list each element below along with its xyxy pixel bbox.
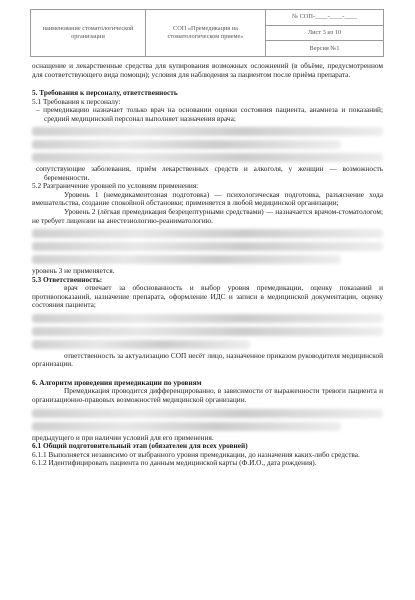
blurred-text: [32, 229, 383, 238]
section-5-heading: 5. Требования к персоналу, ответственность: [32, 88, 178, 98]
header-meta: [266, 10, 383, 56]
section-6-intro-tail: предыдущего и при наличии условий для его применения.: [32, 432, 214, 442]
blurred-text: [32, 153, 383, 162]
blurred-text: [32, 255, 341, 264]
section-5-3-item3: ответственность за актуализацию СОП несёт лицо, назначенное приказом руководителя медицинской организации.: [32, 350, 383, 369]
section-6-heading: 6. Алгоритм проведения премедикации по уровням: [32, 377, 202, 387]
section-5-2-level3: уровень 3 не применяется.: [32, 266, 115, 276]
section-5-1-heading: 5.1 Требования к персоналу:: [32, 96, 121, 106]
blurred-text: [32, 127, 383, 136]
section-5-1-item-tail: сопутствующие заболевания, приём лекарственных средств и алкоголя, у женщин — возможность беременности.: [36, 164, 383, 182]
document-body: [32, 62, 383, 468]
blurred-text: [32, 314, 383, 323]
section-6-1-2: 6.1.2 Идентифицировать пациента по данным медицинской карты (Ф.И.О., дата рождения).: [32, 458, 317, 468]
header-sop-title: СОП «Премедикация на стоматологическом приеме»: [146, 10, 266, 56]
header-sop-number: № СОП-____-____-____: [266, 10, 383, 26]
section-6-intro: Премедикация проводится дифференцированно, в зависимости от выраженности тревоги пациента и организационно-правовых возможностей медицинской организации.: [32, 386, 383, 405]
blurred-text: [32, 340, 250, 349]
header-sheet: Лист 3 из 10: [266, 26, 383, 42]
blurred-text: [32, 327, 383, 336]
section-5-2-level1: Уровень 1 (немедикаментозная подготовка) — психологическая подготовка, разъяснение хода вмешательства, создание спокойной обстановки; применяется в любой медицинской организации;: [32, 189, 383, 208]
blurred-text: [32, 140, 341, 149]
blurred-text: [32, 242, 383, 251]
section-6-1-1: 6.1.1 Выполняется независимо от выбранного уровня премедикации, до назначения каких-либо средства.: [32, 449, 360, 459]
blurred-text: [32, 409, 383, 418]
header-organization: наименование стоматологической организации: [31, 10, 146, 56]
section-6-1-heading: 6.1 Общий подготовительный этап (обязателен для всех уровней): [32, 441, 248, 451]
section-5-2-heading: 5.2 Разграничение уровней по условиям применения:: [32, 181, 199, 191]
document-header-table: [30, 9, 384, 57]
section-5-3-heading: 5.3 Ответственность:: [32, 274, 103, 284]
intro-paragraph: оснащение и лекарственные средства для купирования возможных осложнений (в объёме, предусмотренном для соответствующего вида помощи); условия для наблюдения за пациентом после приёма препарата.: [32, 61, 383, 79]
section-5-2-level2: Уровень 2 (лёгкая премедикация безрецептурными средствами) — назначается врачом-стоматологом; не требует лицензии на анестезиологию-реаниматологию.: [32, 207, 383, 225]
header-version: Версия №1: [309, 44, 340, 52]
section-5-1-item: – премедикацию назначает только врач на основании оценки состояния пациента, анамнеза и показаний; средний медицинский персонал выполняет назначения врача;: [36, 105, 383, 123]
blurred-text: [32, 422, 341, 431]
section-5-3-item1: врач отвечает за обоснованность и выбор уровня премедикации, оценку показаний и противопоказаний, назначение препарата, оформление ИДС и записи в медицинской документации, оценку состояния пациента;: [32, 283, 383, 310]
